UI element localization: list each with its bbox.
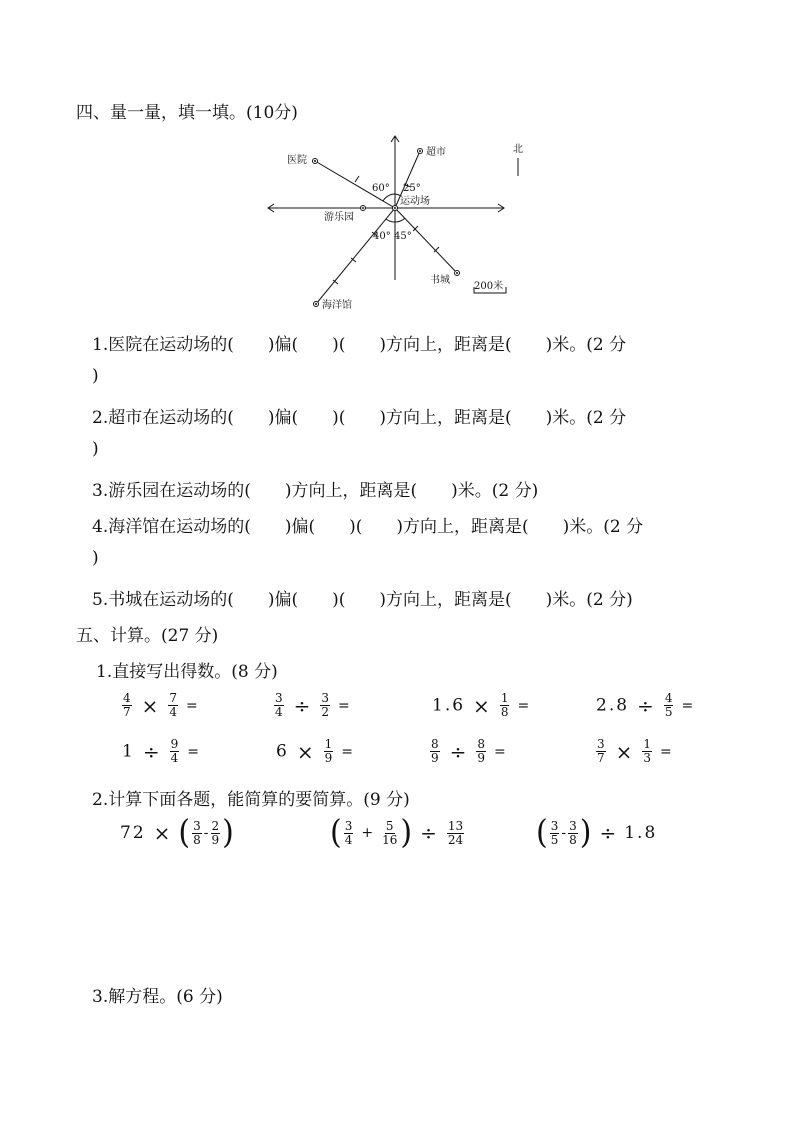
aquarium-label: 海洋馆 (322, 300, 352, 311)
hospital-label: 医院 (287, 155, 307, 166)
expression-6: 6 × $\frac{1}{9}$ = (276, 737, 353, 765)
section-5-title: 五、计算。(27 分) (76, 626, 219, 646)
expression-4: 2.8 ÷ $\frac{4}{5}$ = (596, 691, 694, 719)
section-4-title: 四、量一量，填一填。(10分) (76, 103, 298, 123)
subsection-3-title: 3.解方程。(6 分) (92, 987, 223, 1007)
angle-60-label: 60° (372, 183, 390, 194)
amusement-label: 游乐园 (324, 212, 354, 223)
angle-arc-60 (383, 194, 395, 201)
expression-8: $\frac{3}{7}$ × $\frac{1}{3}$ = (597, 737, 672, 765)
question-3: 3.游乐园在运动场的( )方向上，距离是( )米。(2 分) (92, 481, 539, 501)
angle-25-label: 25° (403, 183, 421, 194)
bookstore-label: 书城 (430, 275, 450, 286)
stadium-label: 运动场 (400, 196, 430, 207)
calculation-1: 72 × ( $\frac{3}{8}$ - $\frac{2}{9}$ ) (120, 813, 234, 852)
question-1: 1.医院在运动场的( )偏( )( )方向上，距离是( )米。(2 分 (92, 335, 627, 355)
calculation-2: ( $\frac{3}{4}$ + $\frac{5}{16}$ ) ÷ $\frac{13}{24}$ (330, 813, 464, 852)
angle-40-label: 40° (373, 231, 391, 242)
question-1-cont: ) (92, 366, 99, 386)
scale-label: 200米 (474, 281, 504, 292)
calculation-3: ( $\frac{3}{5}$ - $\frac{3}{8}$ ) ÷ 1.8 (536, 813, 658, 852)
angle-arc-40 (386, 219, 395, 222)
question-4-cont: ) (92, 548, 99, 568)
expression-1: $\frac{4}{7}$ × $\frac{7}{4}$ = (123, 691, 198, 719)
north-label: 北 (513, 144, 523, 155)
subsection-1-title: 1.直接写出得数。(8 分) (96, 662, 278, 682)
question-5: 5.书城在运动场的( )偏( )( )方向上，距离是( )米。(2 分) (92, 590, 633, 610)
question-2: 2.超市在运动场的( )偏( )( )方向上，距离是( )米。(2 分 (92, 408, 627, 428)
expression-7: $\frac{8}{9}$ ÷ $\frac{8}{9}$ = (431, 737, 506, 765)
question-4: 4.海洋馆在运动场的( )偏( )( )方向上，距离是( )米。(2 分 (92, 517, 644, 537)
subsection-2-title: 2.计算下面各题，能简算的要简算。(9 分) (92, 790, 410, 810)
question-2-cont: ) (92, 439, 99, 459)
supermarket-label: 超市 (426, 147, 446, 158)
expression-5: 1 ÷ $\frac{9}{4}$ = (122, 737, 199, 765)
angle-arc-45 (395, 218, 405, 222)
angle-45-label: 45° (394, 231, 412, 242)
expression-2: $\frac{3}{4}$ ÷ $\frac{3}{2}$ = (275, 691, 350, 719)
direction-diagram (260, 130, 530, 315)
expression-3: 1.6 × $\frac{1}{8}$ = (432, 691, 530, 719)
